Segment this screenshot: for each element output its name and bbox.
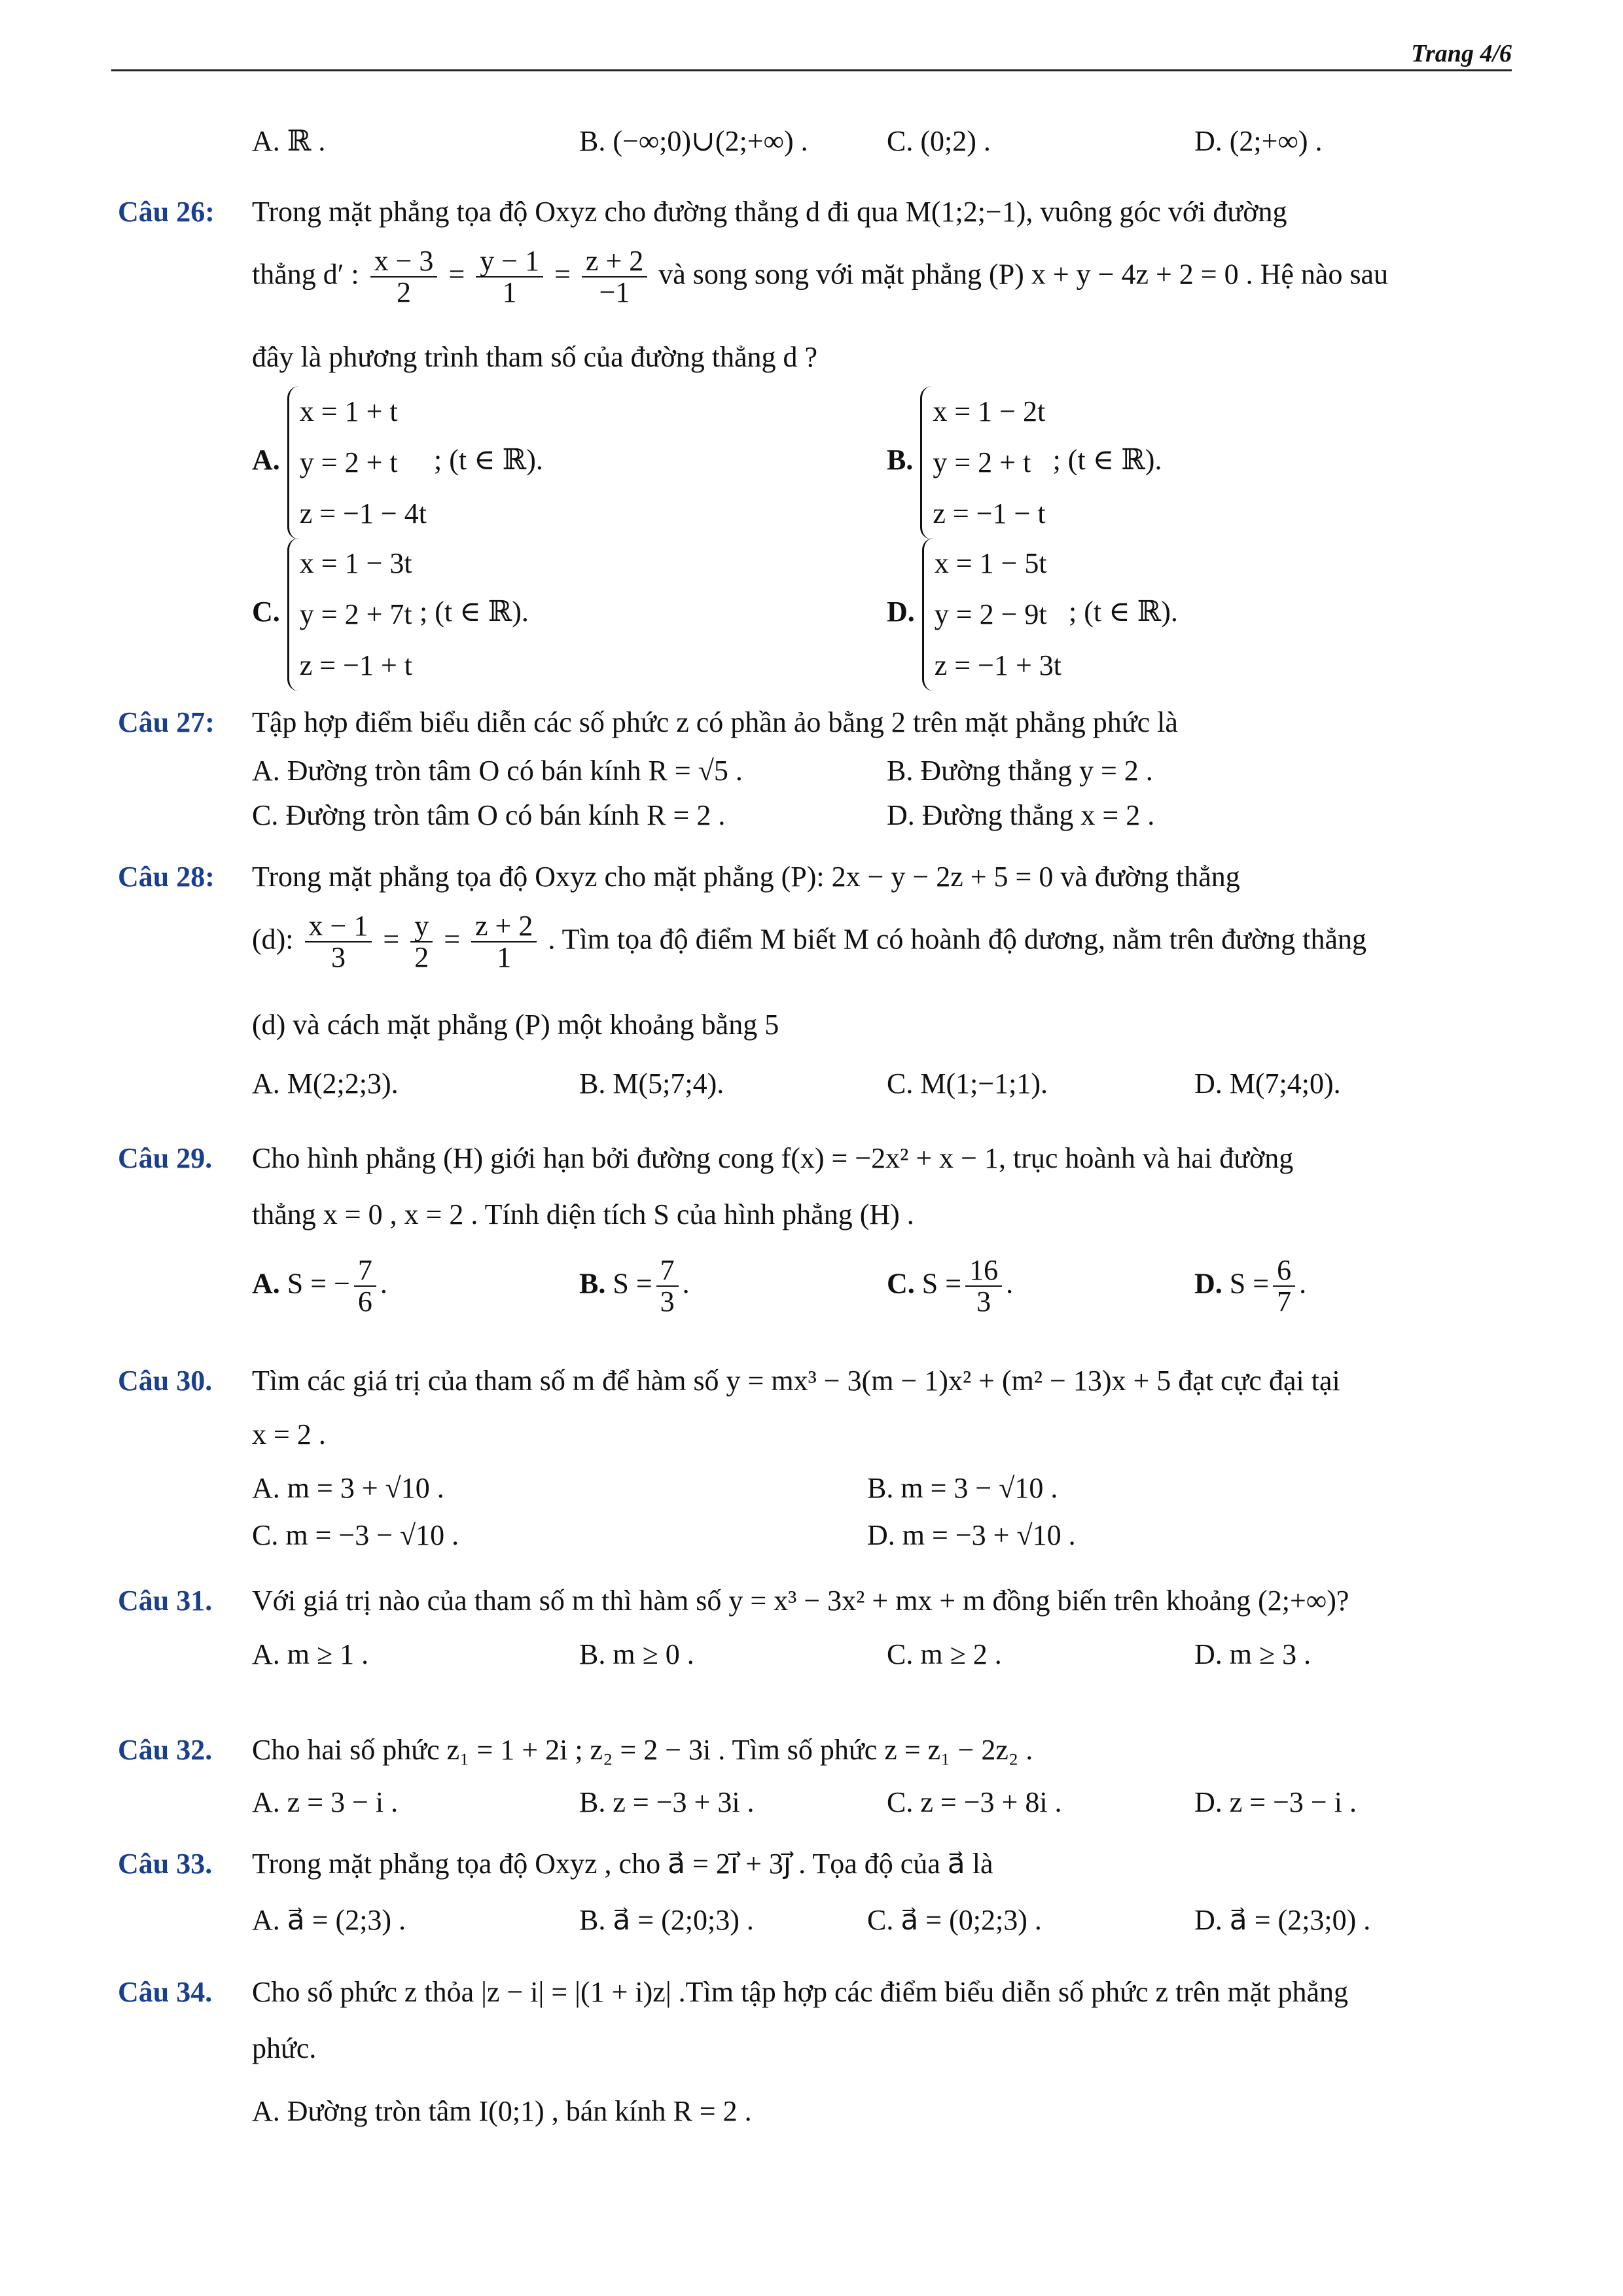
q33-option-d: D. a⃗ = (2;3;0) . [1194, 1904, 1371, 1936]
q31-option-a: A. m ≥ 1 . [252, 1638, 369, 1670]
q27-option-d: D. Đường thẳng x = 2 . [887, 799, 1155, 831]
q28-frac-x: $\frac{x - 1}{3}$ [305, 911, 372, 973]
page-number: Trang 4/6 [1411, 40, 1512, 67]
q26-dprime: thẳng d′ : [252, 258, 359, 291]
q29-label: Câu 29. [118, 1142, 213, 1174]
q28-line3: (d) và cách mặt phẳng (P) một khoảng bằng 5 [252, 1009, 779, 1041]
q31-option-c: C. m ≥ 2 . [887, 1638, 1002, 1670]
q27-label: Câu 27: [118, 706, 215, 738]
q28-line2: (d): $\frac{x - 1}{3}$ = $\frac{y}{2}$ = $\frac{z + 2}{1}$ . Tìm tọa độ điểm M biết M có hoành độ dương, nằm trên đường thẳng [252, 910, 1367, 974]
page-header [111, 39, 1512, 71]
q34-label: Câu 34. [118, 1976, 213, 2008]
q28-option-c: C. M(1;−1;1). [887, 1067, 1048, 1100]
q32-option-a: A. z = 3 − i . [252, 1786, 399, 1818]
q25-option-c: C. (0;2) . [887, 125, 991, 157]
q31-label: Câu 31. [118, 1585, 213, 1617]
q34-option-a: A. Đường tròn tâm I(0;1) , bán kính R = 2 . [252, 2095, 752, 2127]
q26-label: Câu 26: [118, 196, 215, 228]
q32-line1: Cho hai số phức z₁ = 1 + 2i ; z₂ = 2 − 3i . Tìm số phức z = z₁ − 2z₂ . [252, 1734, 1033, 1766]
q26-frac-x: $\frac{x - 3}{2}$ [370, 246, 438, 308]
q31-option-b: B. m ≥ 0 . [579, 1638, 694, 1670]
q26-option-b: B. x = 1 − 2t y = 2 + t z = −1 − t ; (t ∈ ℝ). [887, 386, 1162, 539]
q28-line-d: (d): [252, 923, 294, 956]
q34-line1: Cho số phức z thỏa |z − i| = |(1 + i)z| .Tìm tập hợp các điểm biểu diễn số phức z trên mặt phẳng [252, 1976, 1348, 2008]
q30-line2: x = 2 . [252, 1418, 326, 1450]
q30-option-b: B. m = 3 − √10 . [867, 1472, 1058, 1504]
q29-option-b: B. S = $\frac{7}{3}$ . [579, 1254, 690, 1318]
q26-c-system: x = 1 − 3t y = 2 + 7t z = −1 + t [287, 538, 412, 691]
q28-frac-y: $\frac{y}{2}$ [410, 911, 433, 973]
q28-line1: Trong mặt phẳng tọa độ Oxyz cho mặt phẳng (P): 2x − y − 2z + 5 = 0 và đường thẳng [252, 861, 1240, 893]
q26-plane: và song song với mặt phẳng (P) x + y − 4z + 2 = 0 . Hệ nào sau [658, 258, 1389, 291]
q30-line1: Tìm các giá trị của tham số m để hàm số y = mx³ − 3(m − 1)x² + (m² − 13)x + 5 đạt cực đại tại [252, 1365, 1340, 1397]
q26-frac-y: $\frac{y - 1}{1}$ [476, 246, 543, 308]
q30-option-d: D. m = −3 + √10 . [867, 1519, 1076, 1551]
q33-line1: Trong mặt phẳng tọa độ Oxyz , cho a⃗ = 2i⃗ + 3j⃗ . Tọa độ của a⃗ là [252, 1848, 993, 1880]
q26-line3: đây là phương trình tham số của đường thẳng d ? [252, 341, 818, 373]
q30-label: Câu 30. [118, 1365, 213, 1397]
q29-line1: Cho hình phẳng (H) giới hạn bởi đường cong f(x) = −2x² + x − 1, trục hoành và hai đường [252, 1142, 1294, 1174]
q26-b-system: x = 1 − 2t y = 2 + t z = −1 − t [920, 386, 1045, 539]
q26-option-d: D. x = 1 − 5t y = 2 − 9t z = −1 + 3t ; (t ∈ ℝ). [887, 538, 1178, 691]
q31-line1: Với giá trị nào của tham số m thì hàm số y = x³ − 3x² + mx + m đồng biến trên khoảng (2;+∞)? [252, 1585, 1349, 1617]
q29-line2: thẳng x = 0 , x = 2 . Tính diện tích S của hình phẳng (H) . [252, 1198, 914, 1230]
q26-line2: thẳng d′ : $\frac{x - 3}{2}$ = $\frac{y - 1}{1}$ = $\frac{z + 2}{-1}$ và song song với mặt phẳng (P) x + y − 4z + 2 = 0 . Hệ nào sau [252, 245, 1389, 309]
q28-find-m: . Tìm tọa độ điểm M biết M có hoành độ dương, nằm trên đường thẳng [548, 923, 1367, 956]
q32-option-b: B. z = −3 + 3i . [579, 1786, 755, 1818]
q29-option-a: A. S = − $\frac{7}{6}$ . [252, 1254, 387, 1318]
q28-option-a: A. M(2;2;3). [252, 1067, 399, 1100]
q26-a-system: x = 1 + t y = 2 + t z = −1 − 4t [287, 386, 427, 539]
q29-option-c: C. S = $\frac{16}{3}$ . [887, 1254, 1014, 1318]
q26-line1: Trong mặt phẳng tọa độ Oxyz cho đường thẳng d đi qua M(1;2;−1), vuông góc với đường [252, 196, 1287, 228]
q32-option-c: C. z = −3 + 8i . [887, 1786, 1062, 1818]
q33-option-b: B. a⃗ = (2;0;3) . [579, 1904, 754, 1936]
q28-frac-z: $\frac{z + 2}{1}$ [471, 911, 537, 973]
q26-frac-z: $\frac{z + 2}{-1}$ [582, 246, 647, 308]
q33-label: Câu 33. [118, 1848, 213, 1880]
q27-option-b: B. Đường thẳng y = 2 . [887, 755, 1153, 787]
q25-option-a: A. ℝ . [252, 125, 326, 157]
q26-option-a: A. x = 1 + t y = 2 + t z = −1 − 4t ; (t ∈ ℝ). [252, 386, 543, 539]
q33-option-a: A. a⃗ = (2;3) . [252, 1904, 406, 1936]
q28-option-d: D. M(7;4;0). [1194, 1067, 1341, 1100]
q30-option-a: A. m = 3 + √10 . [252, 1472, 444, 1504]
q26-option-c: C. x = 1 − 3t y = 2 + 7t z = −1 + t ; (t ∈ ℝ). [252, 538, 529, 691]
q32-option-d: D. z = −3 − i . [1194, 1786, 1357, 1818]
q27-option-a: A. Đường tròn tâm O có bán kính R = √5 . [252, 755, 743, 787]
q25-option-d: D. (2;+∞) . [1194, 125, 1323, 157]
q27-option-c: C. Đường tròn tâm O có bán kính R = 2 . [252, 799, 726, 831]
q30-option-c: C. m = −3 − √10 . [252, 1519, 459, 1551]
q28-option-b: B. M(5;7;4). [579, 1067, 724, 1100]
q26-d-system: x = 1 − 5t y = 2 − 9t z = −1 + 3t [922, 538, 1061, 691]
q29-option-d: D. S = $\frac{6}{7}$ . [1194, 1254, 1307, 1318]
q28-label: Câu 28: [118, 861, 215, 893]
q33-option-c: C. a⃗ = (0;2;3) . [867, 1904, 1042, 1936]
q27-text: Tập hợp điểm biểu diễn các số phức z có phần ảo bằng 2 trên mặt phẳng phức là [252, 706, 1178, 738]
q25-option-b: B. (−∞;0)∪(2;+∞) . [579, 125, 808, 157]
q32-label: Câu 32. [118, 1734, 213, 1766]
q31-option-d: D. m ≥ 3 . [1194, 1638, 1311, 1670]
q34-line2: phức. [252, 2032, 317, 2064]
